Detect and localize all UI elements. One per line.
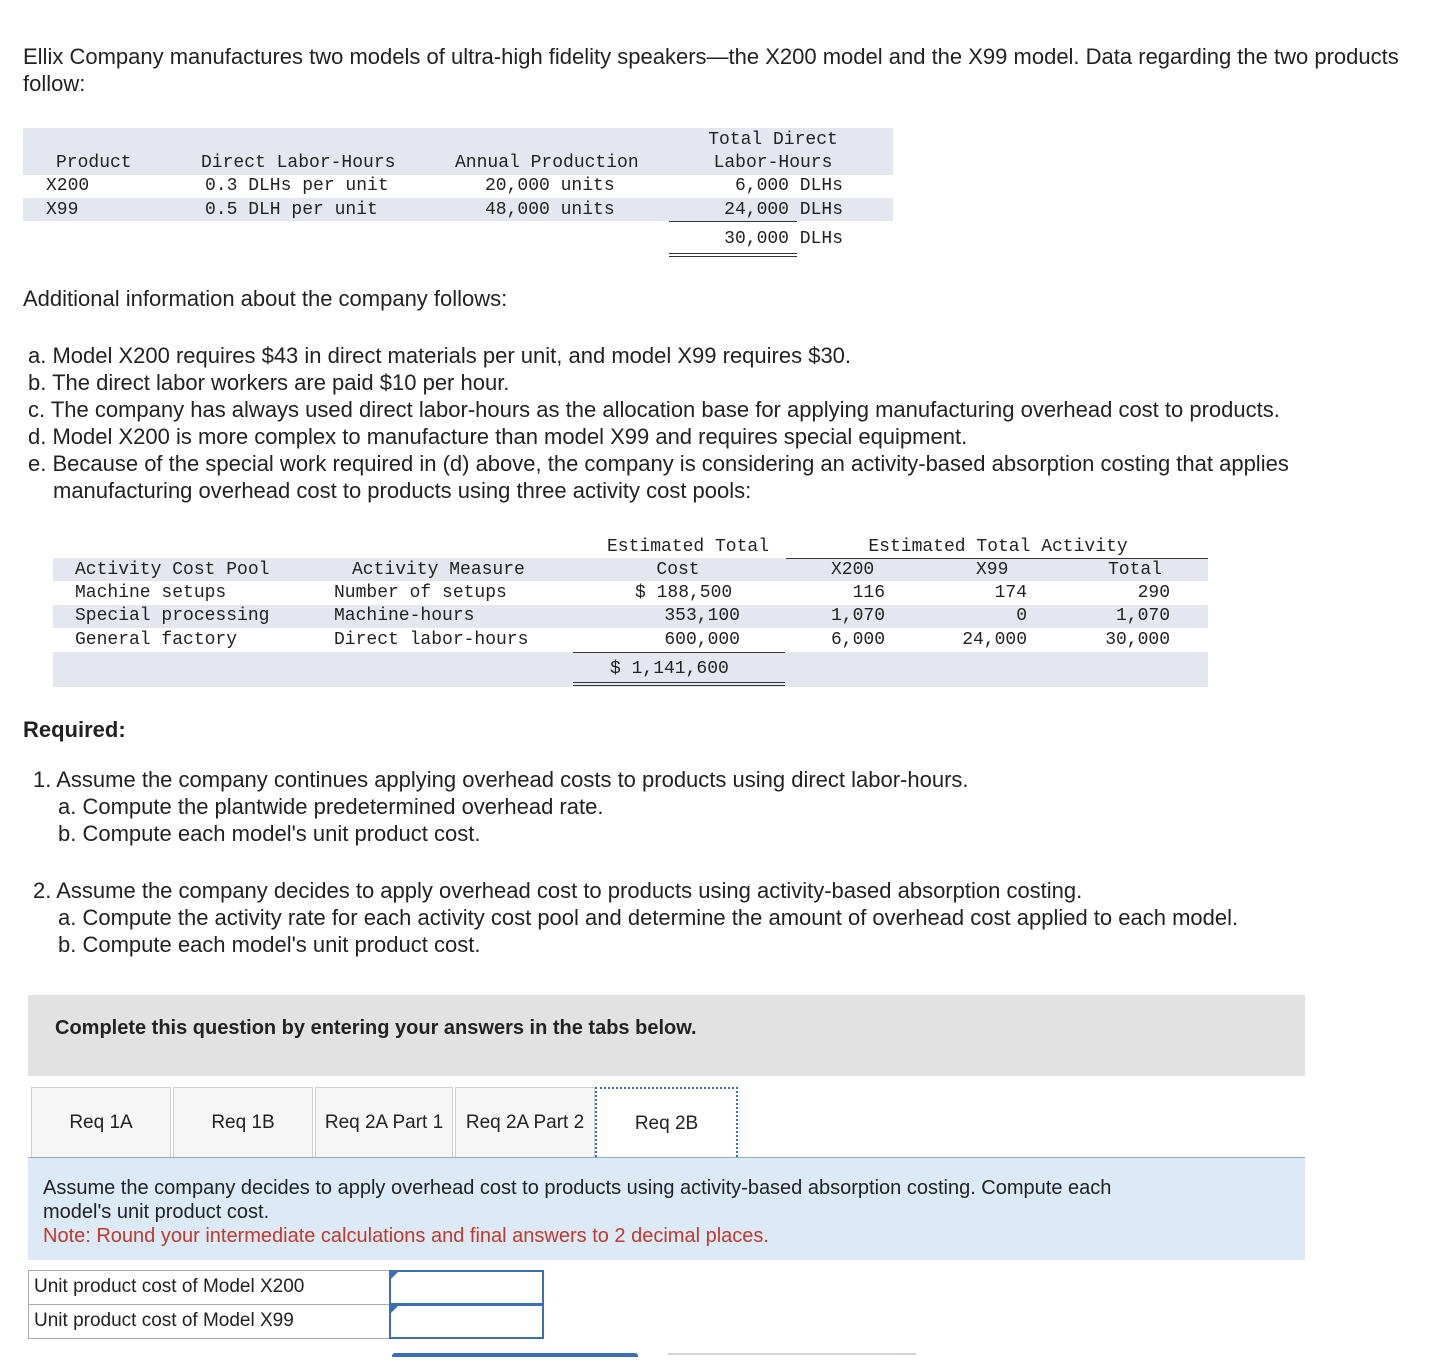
col-header-total: Total	[1108, 560, 1163, 580]
table-cell: 6,000 DLHs	[734, 176, 843, 196]
tab-req-2a-part-2[interactable]: Req 2A Part 2	[455, 1087, 595, 1159]
double-rule	[669, 253, 797, 257]
table-row: X200	[46, 176, 90, 196]
table-cell: 116	[852, 583, 885, 603]
table-cell: 24,000	[962, 630, 1027, 650]
table-row: X99	[46, 200, 79, 220]
grand-total: 30,000 DLHs	[724, 229, 843, 249]
additional-heading: Additional information about the company follows:	[23, 286, 508, 311]
table-cell: 6,000	[830, 630, 885, 650]
table-cell: 48,000 units	[485, 200, 615, 220]
col-header-dlh: Direct Labor-Hours	[201, 153, 396, 173]
col-header-measure: Activity Measure	[352, 560, 525, 580]
table-cell: 600,000	[664, 630, 740, 650]
table-cell: 20,000 units	[485, 176, 615, 196]
double-rule	[573, 682, 785, 686]
activity-cost-table	[53, 535, 1208, 687]
tab-req-2a-part-1[interactable]: Req 2A Part 1	[315, 1087, 453, 1159]
question-1: 1. Assume the company continues applying overhead costs to products using direct labor-hours.	[33, 767, 969, 792]
instruction-line-2: model's unit product cost.	[43, 1201, 270, 1223]
table-cell: $ 188,500	[635, 583, 733, 603]
table-cell: 0.3 DLHs per unit	[205, 176, 389, 196]
subtotal-rule	[573, 652, 785, 653]
list-item-a: a. Model X200 requires $43 in direct materials per unit, and model X99 requires $30.	[28, 343, 852, 368]
col-header-pool: Activity Cost Pool	[75, 560, 270, 580]
table-row: General factory	[75, 630, 238, 650]
unit-cost-x99-input[interactable]	[389, 1304, 544, 1339]
list-item-d: d. Model X200 is more complex to manufacture than model X99 and requires special equipment.	[28, 424, 968, 449]
product-data-table	[23, 128, 893, 260]
instruction-line-1: Assume the company decides to apply overhead cost to products using activity-based absorption costing. Compute each	[43, 1177, 1112, 1199]
table-cell: 0	[1016, 606, 1027, 626]
answer-label-x99: Unit product cost of Model X99	[34, 1310, 294, 1331]
next-button-edge[interactable]	[668, 1353, 916, 1355]
question-2a: a. Compute the activity rate for each activity cost pool and determine the amount of overhead cost applied to each model.	[58, 905, 1239, 930]
complete-banner	[28, 995, 1305, 1076]
col-header-x99: X99	[976, 560, 1009, 580]
tab-req-2b[interactable]: Req 2B	[595, 1087, 738, 1161]
col-header-x200: X200	[831, 560, 875, 580]
table-row: Machine setups	[75, 583, 227, 603]
subtotal-rule	[669, 221, 797, 222]
table-cell: 1,070	[830, 606, 885, 626]
question-1a: a. Compute the plantwide predetermined overhead rate.	[58, 794, 604, 819]
col-header-cost-l1: Estimated Total	[606, 537, 770, 557]
tab-req-1a[interactable]: Req 1A	[31, 1087, 171, 1159]
table-cell: 353,100	[664, 606, 740, 626]
question-2: 2. Assume the company decides to apply overhead cost to products using activity-based absorption costing.	[33, 878, 1083, 903]
list-item-b: b. The direct labor workers are paid $10 per hour.	[28, 370, 510, 395]
col-header-activity-group: Estimated Total Activity	[868, 537, 1128, 557]
rounding-note: Note: Round your intermediate calculations and final answers to 2 decimal places.	[43, 1225, 769, 1247]
list-item-e-cont: manufacturing overhead cost to products using three activity cost pools:	[53, 478, 752, 503]
col-header-cost-l2: Cost	[656, 560, 700, 580]
list-item-e: e. Because of the special work required in (d) above, the company is considering an activity-based absorption costing that applies	[28, 451, 1289, 476]
table-cell: 24,000 DLHs	[724, 200, 843, 220]
table-cell: 0.5 DLH per unit	[205, 200, 378, 220]
prev-button-edge[interactable]	[392, 1353, 638, 1357]
table-cell: 1,070	[1115, 606, 1170, 626]
list-item-c: c. The company has always used direct labor-hours as the allocation base for applying manufacturing overhead cost to products.	[28, 397, 1280, 422]
table-cell: 174	[994, 583, 1027, 603]
complete-banner-text: Complete this question by entering your answers in the tabs below.	[55, 1017, 697, 1039]
instruction-panel	[28, 1157, 1305, 1260]
answer-row-x99	[28, 1304, 543, 1339]
unit-cost-x200-input[interactable]	[389, 1270, 544, 1305]
col-header-annual: Annual Production	[455, 153, 639, 173]
intro-text: Ellix Company manufactures two models of ultra-high fidelity speakers—the X200 model and the X99 model. Data regarding the two products follow:	[23, 44, 1399, 96]
table-cell: Machine-hours	[334, 606, 475, 626]
answer-row-x200	[28, 1270, 543, 1305]
grand-total: $ 1,141,600	[610, 659, 729, 679]
col-header-total-l2: Labor-Hours	[713, 153, 833, 173]
table-cell: 290	[1137, 583, 1170, 603]
col-header-product: Product	[56, 153, 132, 173]
table-cell: Direct labor-hours	[334, 630, 529, 650]
required-heading: Required:	[23, 717, 126, 742]
question-1b: b. Compute each model's unit product cost.	[58, 821, 481, 846]
col-header-total-l1: Total Direct	[708, 130, 838, 150]
table-cell: 30,000	[1105, 630, 1170, 650]
table-cell: Number of setups	[334, 583, 507, 603]
tab-req-1b[interactable]: Req 1B	[173, 1087, 313, 1159]
question-2b: b. Compute each model's unit product cost.	[58, 932, 481, 957]
table-row: Special processing	[75, 606, 270, 626]
answer-label-x200: Unit product cost of Model X200	[34, 1276, 305, 1297]
